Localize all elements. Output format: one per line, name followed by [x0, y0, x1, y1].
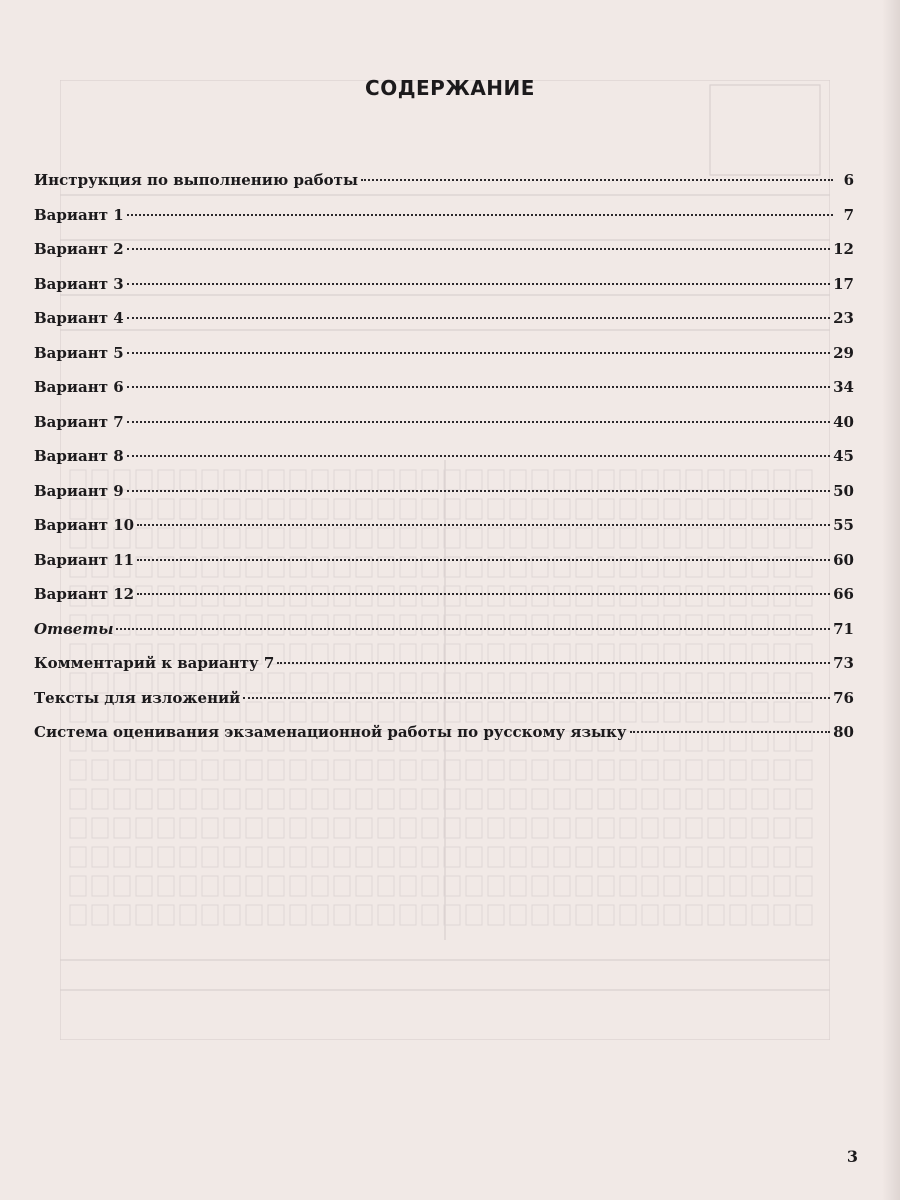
page-title: СОДЕРЖАНИЕ — [365, 76, 535, 100]
toc-entry-page-number: 45 — [833, 447, 854, 465]
toc-entry — [34, 447, 854, 482]
toc-entry-page-number: 6 — [843, 171, 854, 189]
dot-leader — [116, 628, 830, 630]
toc-entry-page-number: 73 — [833, 654, 854, 672]
page-number: 3 — [846, 1147, 858, 1166]
toc-entry-label: Вариант 1 — [34, 205, 124, 224]
dot-leader — [127, 248, 830, 250]
toc-entry-label: Вариант 12 — [34, 585, 135, 603]
toc-entry — [34, 275, 854, 310]
toc-entry-label: Ответы — [34, 619, 114, 638]
dot-leader — [127, 317, 830, 319]
toc-entry-label: Вариант 8 — [34, 447, 124, 465]
toc-entry — [34, 585, 854, 620]
toc-entry-page-number: 66 — [833, 585, 854, 603]
toc-entry — [34, 620, 854, 655]
toc-entry-page-number: 71 — [833, 619, 854, 638]
toc-entry-label: Инструкция по выполнению работы — [34, 171, 359, 189]
toc-entry-page-number: 80 — [833, 723, 854, 741]
toc-entry — [34, 654, 854, 689]
toc-entry-page-number: 29 — [833, 343, 854, 362]
dot-leader — [127, 421, 830, 423]
toc-entry-page-number: 76 — [833, 688, 854, 707]
toc-entry — [34, 551, 854, 586]
dot-leader — [127, 352, 830, 354]
toc-entry-page-number: 50 — [833, 481, 854, 500]
toc-entry-label: Вариант 2 — [34, 240, 124, 258]
toc-entry-page-number: 23 — [833, 309, 854, 327]
dot-leader — [127, 455, 830, 457]
toc-entry — [34, 378, 854, 413]
toc-entry-page-number: 60 — [833, 550, 854, 569]
toc-entry — [34, 206, 854, 241]
dot-leader — [137, 524, 830, 526]
dot-leader — [127, 214, 833, 216]
toc-entry-page-number: 34 — [833, 378, 854, 396]
toc-entry-label: Вариант 3 — [34, 274, 124, 293]
toc-entry-label: Вариант 6 — [34, 378, 124, 396]
toc-entry — [34, 309, 854, 344]
toc-entry — [34, 482, 854, 517]
dot-leader — [127, 283, 830, 285]
toc-entry-page-number: 40 — [833, 412, 854, 431]
toc-entry-label: Вариант 5 — [34, 343, 124, 362]
toc-entry — [34, 171, 854, 206]
toc-entry-page-number: 55 — [833, 516, 854, 534]
page-edge-shadow — [882, 0, 900, 1200]
toc-entry-label: Комментарий к варианту 7 — [34, 654, 275, 672]
toc-entry-page-number: 7 — [843, 205, 854, 224]
table-of-contents — [34, 171, 854, 758]
toc-entry — [34, 344, 854, 379]
toc-entry-page-number: 17 — [833, 274, 854, 293]
toc-entry — [34, 516, 854, 551]
toc-entry-label: Вариант 11 — [34, 550, 135, 569]
toc-entry-label: Система оценивания экзаменационной работы по русскому языку — [34, 723, 627, 741]
toc-entry-label: Вариант 10 — [34, 516, 135, 534]
toc-entry — [34, 413, 854, 448]
dot-leader — [630, 731, 831, 733]
toc-entry — [34, 689, 854, 724]
dot-leader — [127, 490, 830, 492]
toc-entry-page-number: 12 — [833, 240, 854, 258]
dot-leader — [361, 179, 833, 181]
toc-entry-label: Вариант 7 — [34, 412, 124, 431]
toc-entry-label: Вариант 4 — [34, 309, 124, 327]
dot-leader — [243, 697, 830, 699]
toc-entry-label: Тексты для изложений — [34, 688, 241, 707]
toc-entry-label: Вариант 9 — [34, 481, 124, 500]
dot-leader — [277, 662, 830, 664]
dot-leader — [137, 559, 830, 561]
dot-leader — [137, 593, 830, 595]
toc-entry — [34, 240, 854, 275]
dot-leader — [127, 386, 830, 388]
toc-entry — [34, 723, 854, 758]
